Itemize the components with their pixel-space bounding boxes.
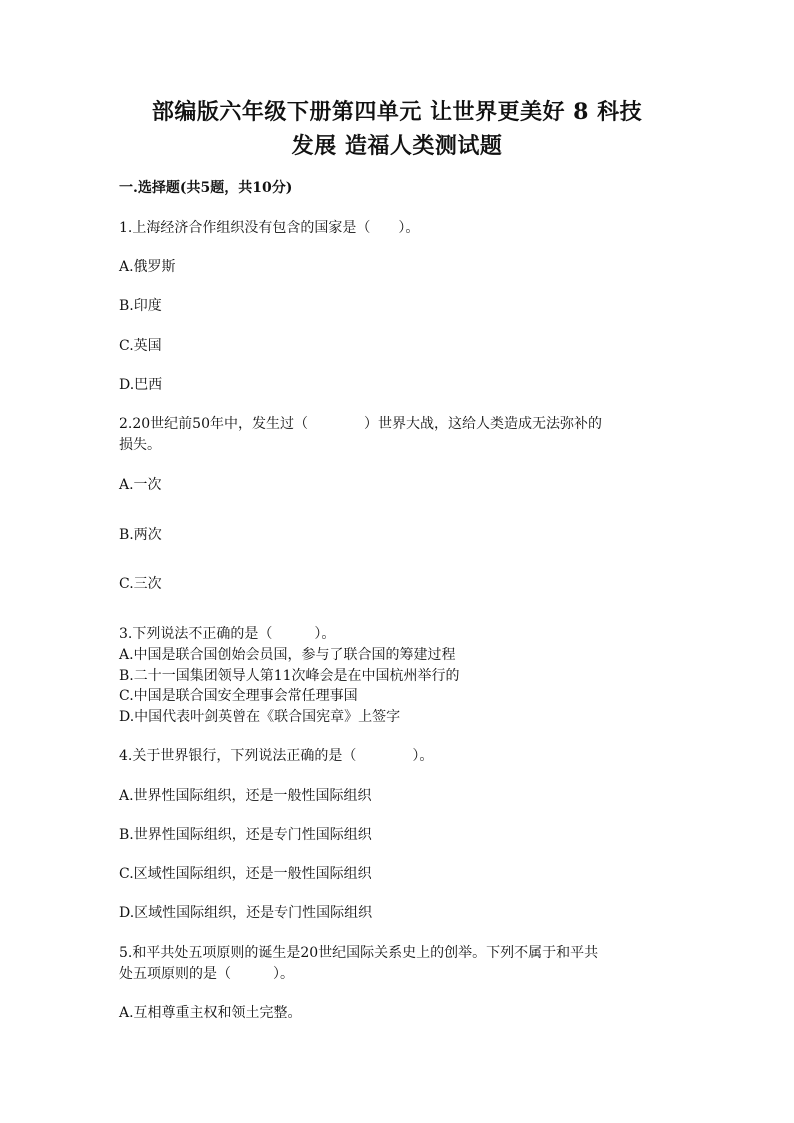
question-2-option-c: C.三次 [119, 576, 162, 592]
question-2-stem-line-2: 损失。 [119, 437, 161, 453]
question-4-option-a: A.世界性国际组织，还是一般性国际组织 [119, 788, 372, 804]
question-3-stem: 3.下列说法不正确的是（ ）。 [119, 626, 336, 642]
question-3-option-a: A.中国是联合国创始会员国，参与了联合国的筹建过程 [119, 647, 456, 663]
question-1-option-a: A.俄罗斯 [119, 259, 176, 275]
question-5-stem-line-1: 5.和平共处五项原则的诞生是20世纪国际关系史上的创举。下列不属于和平共 [119, 945, 599, 961]
section-heading: 一.选择题(共5题，共10分) [119, 180, 293, 196]
question-1-stem: 1.上海经济合作组织没有包含的国家是（ ）。 [119, 220, 420, 236]
question-5-stem-line-2: 处五项原则的是（ ）。 [119, 966, 294, 982]
question-4-option-b: B.世界性国际组织，还是专门性国际组织 [119, 827, 372, 843]
question-2-option-a: A.一次 [119, 477, 162, 493]
question-1-option-c: C.英国 [119, 338, 162, 354]
question-4-stem: 4.关于世界银行，下列说法正确的是（ ）。 [119, 748, 434, 764]
question-3-option-c: C.中国是联合国安全理事会常任理事国 [119, 688, 358, 704]
question-1-option-d: D.巴西 [119, 377, 163, 393]
document-title-line-1: 部编版六年级下册第四单元 让世界更美好 8 科技 [151, 99, 643, 125]
question-2-stem-line-1: 2.20世纪前50年中，发生过（ ）世界大战，这给人类造成无法弥补的 [119, 416, 602, 432]
question-3-option-d: D.中国代表叶剑英曾在《联合国宪章》上签字 [119, 709, 401, 725]
question-1-option-b: B.印度 [119, 298, 162, 314]
question-3-option-b: B.二十一国集团领导人第11次峰会是在中国杭州举行的 [119, 668, 460, 684]
document-title-line-2: 发展 造福人类测试题 [291, 133, 503, 159]
question-4-option-c: C.区域性国际组织，还是一般性国际组织 [119, 866, 372, 882]
question-5-option-a: A.互相尊重主权和领土完整。 [119, 1005, 302, 1021]
question-4-option-d: D.区域性国际组织，还是专门性国际组织 [119, 905, 373, 921]
question-2-option-b: B.两次 [119, 527, 162, 543]
